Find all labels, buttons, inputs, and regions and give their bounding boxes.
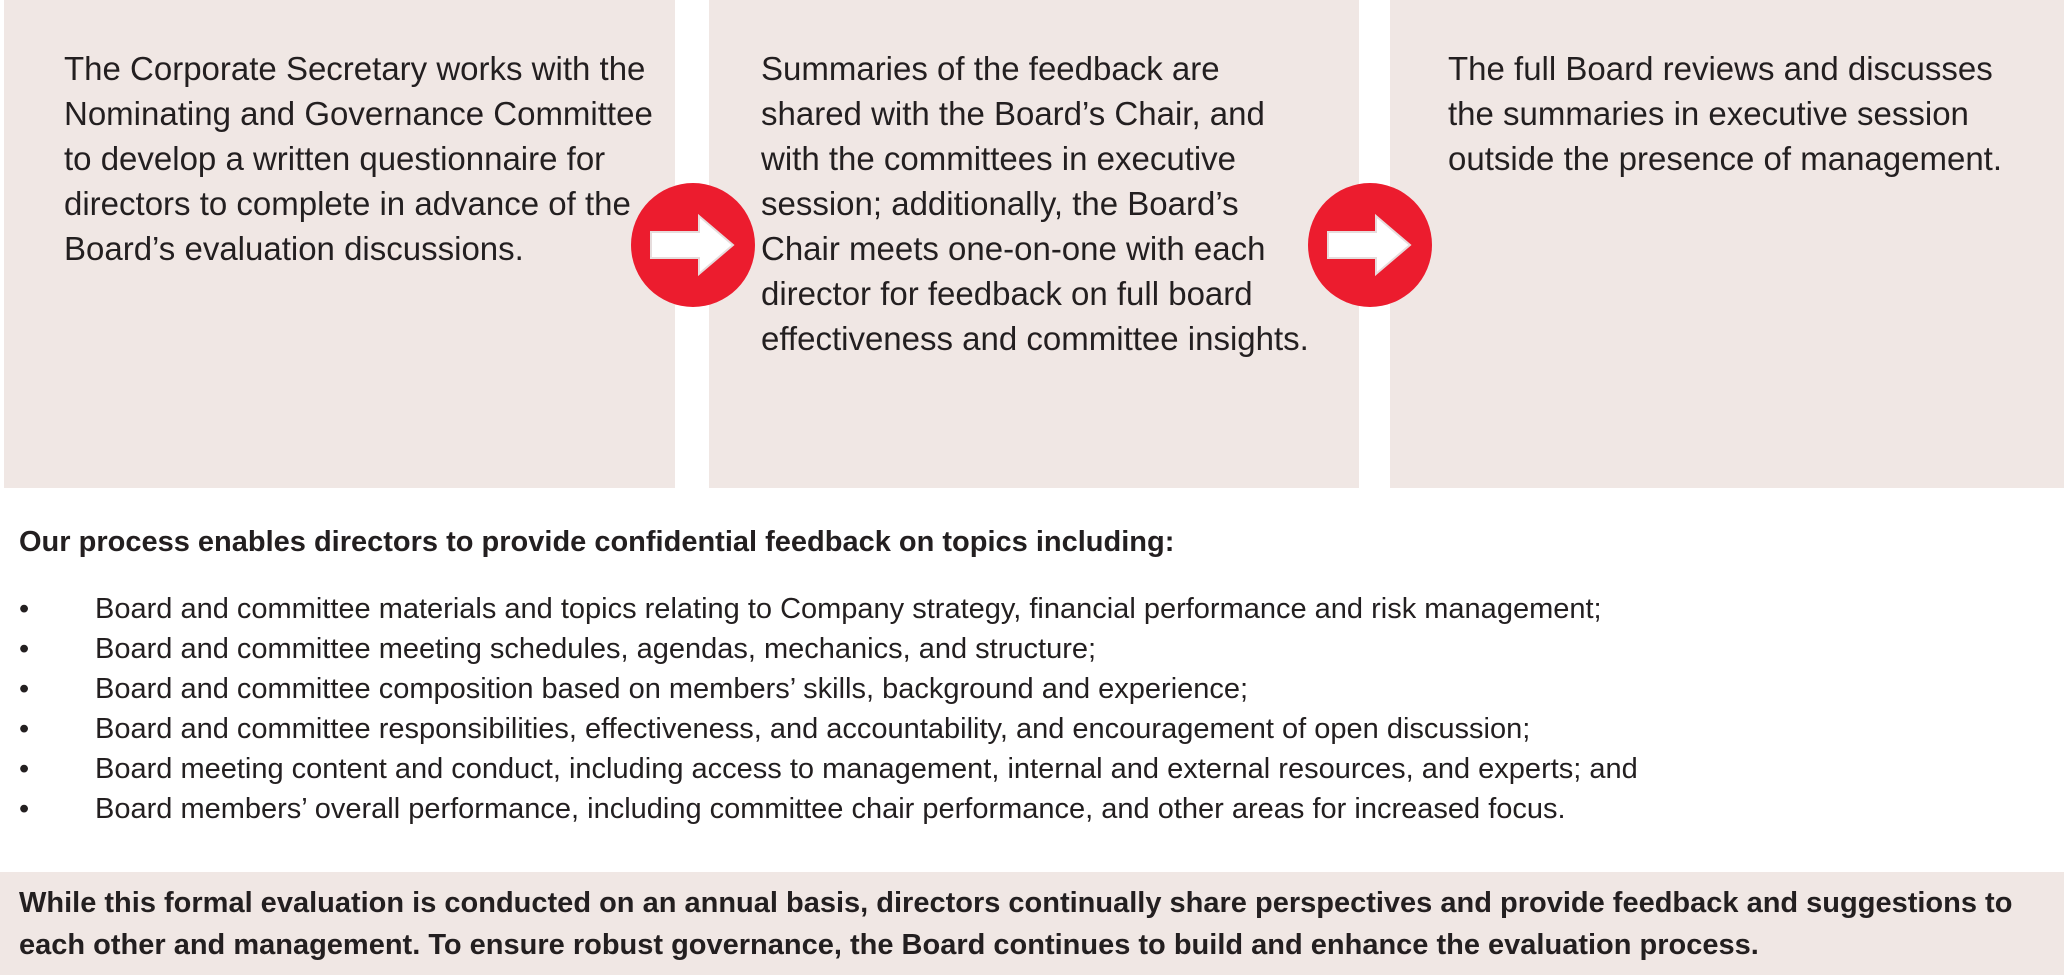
- list-item: [0, 789, 2064, 829]
- topic-text: Board and committee meeting schedules, agendas, mechanics, and structure;: [95, 633, 1097, 665]
- bullet: •: [19, 673, 30, 705]
- topic-text: Board members’ overall performance, including committee chair performance, and other areas for increased focus.: [95, 793, 1566, 825]
- topics-intro: Our process enables directors to provide confidential feedback on topics including:: [19, 526, 1175, 558]
- step-1-text: The Corporate Secretary works with the Nominating and Governance Committee to develop a written questionnaire for directors to complete in advance of the Board’s evaluation discussions.: [64, 50, 653, 267]
- list-item: [0, 709, 2064, 749]
- bullet: •: [19, 793, 30, 825]
- step-2-text: Summaries of the feedback are shared with the Board’s Chair, and with the committees in executive session; additionally, the Board’s Chair meets one-on-one with each director for feedback on full board effectiveness and committee insights.: [761, 50, 1309, 357]
- topic-text: Board meeting content and conduct, including access to management, internal and external resources, and experts; and: [95, 753, 1638, 785]
- arrow-right-icon: [1308, 183, 1432, 307]
- summary-band: [0, 872, 2064, 975]
- topic-text: Board and committee responsibilities, effectiveness, and accountability, and encouragement of open discussion;: [95, 713, 1531, 745]
- topic-text: Board and committee composition based on members’ skills, background and experience;: [95, 673, 1249, 705]
- arrow-right-icon: [631, 183, 755, 307]
- bullet: •: [19, 593, 30, 625]
- topic-text: Board and committee materials and topics relating to Company strategy, financial performance and risk management;: [95, 593, 1602, 625]
- list-item: [0, 669, 2064, 709]
- list-item: [0, 749, 2064, 789]
- bullet: •: [19, 633, 30, 665]
- topics-list: [0, 589, 2064, 829]
- list-item: [0, 629, 2064, 669]
- summary-text: While this formal evaluation is conducted on an annual basis, directors continually share perspectives and provide feedback and suggestions to each other and management. To ensure robust governance, the Board continues to build and enhance the evaluation process.: [19, 887, 2013, 961]
- process-step-2: [709, 0, 1359, 488]
- bullet: •: [19, 713, 30, 745]
- process-step-1: [4, 0, 675, 488]
- step-3-text: The full Board reviews and discusses the summaries in executive session outside the presence of management.: [1448, 50, 2003, 177]
- list-item: [0, 589, 2064, 629]
- process-step-3: [1390, 0, 2064, 488]
- bullet: •: [19, 753, 30, 785]
